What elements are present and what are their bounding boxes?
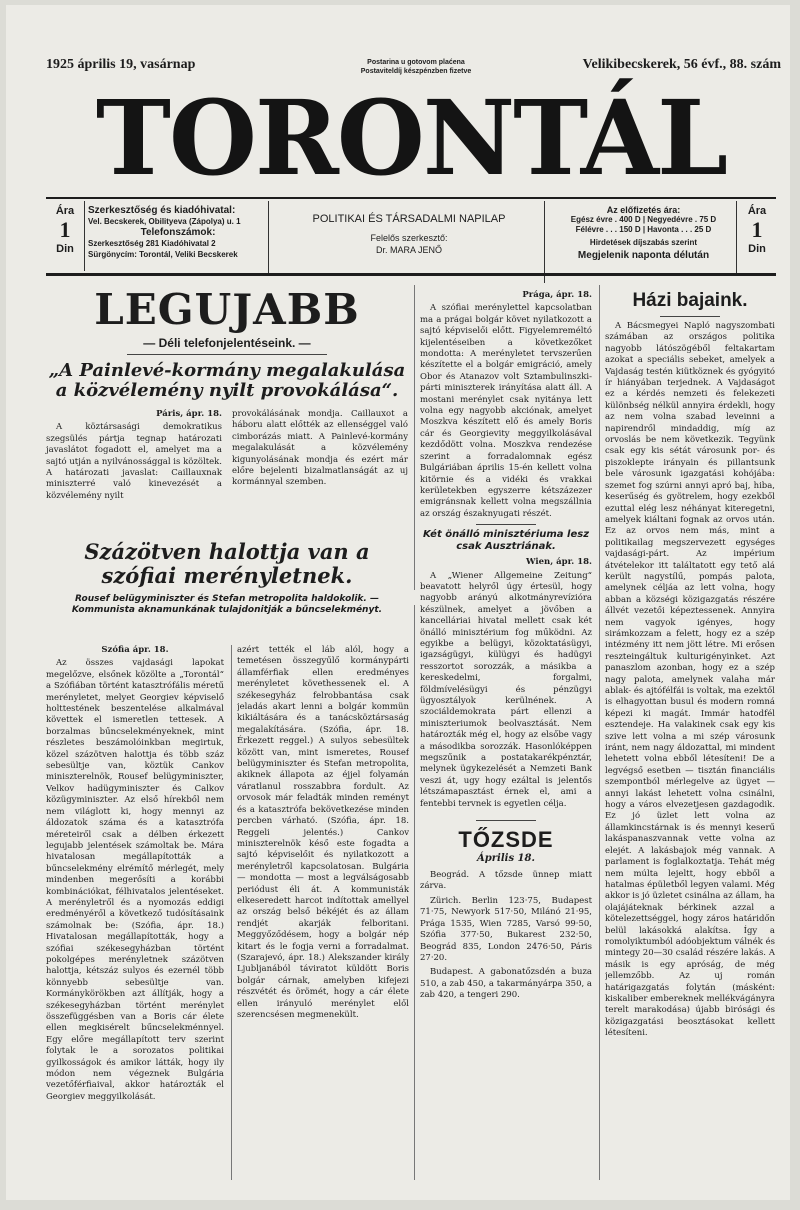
legujabb-title: LEGUJABB <box>94 285 360 334</box>
ads-note: Hirdetések díjszabás szerint <box>589 238 698 247</box>
wien-dateline: Wien, ápr. 18. <box>526 557 592 568</box>
middle-column <box>420 290 592 1185</box>
column-rule-1 <box>414 285 415 590</box>
newspaper-page <box>6 5 790 1200</box>
middle-rule-1 <box>476 524 536 525</box>
praga-text: A szófiai merénylettel kapcsolatban ma a prágai bolgár követ nyilatkozott a sajtó képviselői előtt. Figyelemreméltó kijelentéseiben a következőket mondotta: A merényletet tervszerűen készítette el a bolgár emigráció, amely Obor és Atanazov volt Sztambulinszki-párti miniszterek irányítása alatt áll. A mostani merénylet csak nyitánya lett volna egy nagyobb akciónak, amelyet Moszkva készített elő és amely Boris cár és Georgievity meggyilkolásával kezdődött volna. Moszkva rendezése szerint a forradalomnak egész Bulgáriában április 15-én kellett volna kitörnie és a vidéki és vrakkai kerületekben egyszerre kétszázezer emigránsnak kellett volna megszállnia az ország északnyugati részét. <box>420 303 592 519</box>
painleve-headline: „A Painlevé-kormány megalakulása a közvélemény nyilt provokálása“. <box>48 360 406 401</box>
price-label: Ára <box>55 205 75 217</box>
legujabb-rule <box>127 354 327 355</box>
price-value-right: 1 <box>751 217 763 242</box>
tozsde-subtitle: Április 18. <box>477 853 535 865</box>
szazotven-col-left <box>46 645 224 1185</box>
hazi-text: A Bácsmegyei Napló nagyszombati számában az országos politika nagyobb látószögéből feltakartam azokat a speciális sebeket, amelyek a Vajdaság testén kiütköznek és gyógyitó ír hiányában terjednek. A Vajdaságot ez a kérdés nemzeti és felekezeti különbség nélkül annyira érdekli, hogy az nem volna szabad leveinni a napirendről mindaddig, míg az orvoslás be nem következik. Tegyünk csak egy kis sétát városunk por- és piszoklepte irányain és pillantsunk bele városunk igazgatási kohójába: szemet fog szúrni annyi apró baj, hiba, keserűség és gyötrelem, hogy ezekből ezuttal elég lesz néhányat kiteregetni, amelyek kiáltani fognak az orvos után. Ez az orvos nem más, mint a politikailag megszervezett egységes vajdasági-párt. Az impérium átvételekor itt találtatott egy tető alá került nagystílű, pompás palota, amelynek céljáa az lett volna, hogy abban a községi közigazgatás részére állvét vezetői képeztessenek. Annyira nem vagyok igényes, hogy sirámkozzam a felett, hogy ez a szép intézmény itt nem jött létre. Mi erősen reszteingáltuk kulturigényinket. Azt panaszlom azonban, hogy ez a szép nagy palota, amelynek valaha már ablak- és ajtófélfái is voltak, ma ezektől is elhagyottan busul és modern romná képezi ki magát. Immár hatodfél esztendeje. Ha valakinek csak egy kis szive lett volna a mi szép városunk iránt, nem nagy áldozattal, mi mindent lehetett volna ebből létesíteni! De a legvégső esetben — tisztán financiális szempontból mérlegelve az ügyet — annyi lakást lehetett volna csinálni, hogy a város elvezetjesen gazdagodik. Ez jó üzlet lett volna az államkincstárnak is és mennyi keserű lakáspanaszvannak vette volna az elejét. A lakásbajok még vannak. A parlament is foglalkoztatja. Tehát még nem múlta lejeltt, hogy ebből a hatalmas épületből legyen valami. Még akkor is jó üzletet csinálna az állam, ha olajájáteknak bérkinek azzal a kötelezettséggel, hogy záros határidőn belül lakásokká alakítsa. Így a romolyiktumból adóobjektum válnék és mintegy 20—30 család részére lakás. A másik is egy apróság, de még jellemzőbb. Az uj román határigazgatás folytán (másként: kiskaliber embereknek mellékvágányra terelt marakodása) újabb birósági és közigazgatási beosztásokat kellett létesíteni. <box>605 321 775 1039</box>
phones: Szerkesztőség 281 Kiadóhivatal 2 <box>88 239 216 248</box>
office-title: Szerkesztőség és kiadóhivatal: <box>88 205 236 216</box>
painleve-col-right <box>232 409 408 505</box>
issue-place: Velikibecskerek, 56 évf., 88. szám <box>582 57 781 72</box>
postal-note <box>336 58 496 76</box>
telegram: Sürgönycím: Torontál, Veliki Becskerek <box>88 250 238 259</box>
tozsde-zurich: Zürich. Berlin 123·75, Budapest 71·75, Newyork 517·50, Milánó 21·95, Prága 1535, Wien 7285, Varsó 99·50, Szófia 377·50, Bukarest 232·50, Beográd 835, London 2476·50, Páris 27·20. <box>420 895 592 963</box>
tozsde-title: TŐZSDE <box>458 827 554 853</box>
price-unit-right: Din <box>748 243 766 255</box>
hazi-column <box>605 290 775 1180</box>
szazotven-text-left: Az összes vajdasági lapokat megelőzve, elsőnek közölte a „Torontál“ a Szófiában történt katasztrófális méretű merényletet, melyet Georgiev képviselő holttestének beszentelése alkalmával követtek el ismeretlen tettesek. A borzalmas bűncselekményeknek, mint részletes beszámolóinkban megirtuk, közel százötven halottja és több száz sebesültje van, köztük Cankov miniszterelnök, Rousef belügyminiszter, Velkov hadügyminiszter és Calkov közügyminiszter. Az első hírekből nem nem világlott ki, hogy mennyi az áldozatok száma és a katasztrófa méreteiről csak a délben érkezett legujabb jelentések számoltak be. Mára hivatalosan megállapították a bűncselekmény elrémítő mérlegét, mely mindenben megerősíti a korábbi kombinációkat, félhivatalos jelentéseket. A merényletről és a nyomozás eddigi eredményéről a következő tudósításaink számolnak be: (Szófia, ápr. 18.) Hivatalosan megállapították, hogy a szófiai székesegyházban történt pokolgépes merényletnek százötven halottja, kétszáz sulyos és ezernél több könnyebb sebesültje van. Kormánykörökben azt állítják, hogy a székesegyházban történt merénylet összefüggésben van a Boris cár élete ellen megkisérelt bűncselekménnyel. Egy előre megállapított terv szerint folytak le a sorozatos politikai gyilkosságok és amikor látták, hogy ily módon nem végeznek Bulgária vezetőférfiaival, akkor határozták el Georgiev meggyilkolását. <box>46 658 224 1102</box>
szazotven-heading-block <box>46 540 408 616</box>
szazotven-subtitle: Rousef belügyminiszter és Stefan metropolita haldokolik. — Kommunista aknamunkának tulajdonitják a bűncselekményt. <box>71 594 383 615</box>
ausztria-text: A „Wiener Allgemeine Zeitung“ beavatott helyről úgy értesül, hogy nagyobb arányú alkotmányrevízióra készülnek, amelyet a jövőben a kancelláriai hivatal mellett csak két önálló minisztérium fog működni. Az egyikbe a belügyi, közoktatásügyi, igazságügyi, külügyi és hadügyi resszortot sorozzák, a másikba a kereskedelmi, forgalmi, földmívelésügyi és pénzügyi ügyosztályok kerülnének. A szociáldemokrata párt ellenzi a miniszteriumok beolvasztását. Nem határozták még el, hogy az elsőbe vagy a másodikba sorozzák. Hasonlóképpen megszűnik a postatakarékpénztár, melynek ügykezelését a Nemzeti Bank veszi át, ugy hogy ezáltal is jelentős létszámapasztást érnek el, ami a fentebbi tervnek is egyetlen célja. <box>420 570 592 809</box>
praga-dateline: Prága, ápr. 18. <box>522 290 592 300</box>
postal-line-1: Postarina u gotovom plaćena <box>367 59 465 66</box>
info-bar <box>46 201 776 271</box>
masthead-rule <box>46 197 776 199</box>
subs-title: Az előfizetés ára: <box>606 205 681 215</box>
office-info <box>88 201 269 275</box>
szazotven-dateline: Szófia ápr. 18. <box>101 645 169 655</box>
legujabb-subtitle: — Déli telefonjelentéseink. — <box>143 336 311 350</box>
editor-name: Dr. MARA JENŐ <box>375 245 442 255</box>
price-unit: Din <box>56 243 74 255</box>
painleve-text-left: A köztársasági demokratikus szegsülés pártja tegnap határozati javaslátot fogadott el, amelyet ma a sajtó utján a nyilvánossággal is közöltek. A határozati javaslat: Caillauxnak miniszterré való kinevezését a közvélemény nyilt <box>46 422 222 501</box>
hazi-rule <box>660 316 720 317</box>
price-box-right <box>738 201 776 271</box>
painleve-col-left <box>46 409 222 505</box>
postal-line-2: Postaviteldíj készpénzben fizetve <box>360 68 472 75</box>
price-box-left <box>46 201 85 271</box>
subs-line-2: Félévre . . . 150 D | Havonta . . . 25 D <box>575 225 712 234</box>
hazi-title: Házi bajaink. <box>632 290 748 311</box>
tozsde-budapest: Budapest. A gabonatőzsdén a buza 510, a zab 450, a takarmányárpa 350, a zab 420, a tengeri 290. <box>420 967 592 1001</box>
szazotven-text-middle: azért tették el láb alól, hogy a temetésen összegyűlő kormánypárti államférfiak ellen eredményes merényletet követhessenek el. A székesegyház felrobbantása csak jeladás akart lenni a bolgár kommün kikiáltására és a tanácsköztársaság megalakítására. (Szófia, ápr. 18. Érkezett reggel.) A sulyos sebesültek között van, mint ismeretes, Rousef belügyminiszter és Stefan metropolita, akiknek állapota az éjjel folyamán váratlanul rosszabbra fordult. Az orvosok már feladták minden reményt és a katasztrófa bekövetkezése minden percben várható. (Szófia, ápr. 18. Reggeli jelentés.) Cankov miniszterelnök késő este fogadta a sajtó képviselőit és nyilatkozott a merényletről kapcsolatosan. Bulgária — mondotta — most a legválságosabb periódust éli át. A kommunisták elkeseredett harcot indítottak amellyel az ország belső békéjét és az állam rendjét akarják felboritani. Meggyőződésem, hogy a bolgár nép kitart és le fogja verni a forradalmat. (Szarajevó, ápr. 18.) Alekszander király Ljubljanából táviratot küldött Boris bolgár cárnak, amelyben kifejezi részvétét és örömét, hogy a cár élete ellen irányuló merénylet elől szerencsésen megmenekült. <box>237 645 409 1020</box>
header-top-line <box>46 57 781 79</box>
subs-line-1: Egész évre . 400 D | Negyedévre . 75 D <box>570 215 717 224</box>
tozsde-beograd: Beográd. A tőzsde ünnep miatt zárva. <box>420 870 592 892</box>
legujabb-article <box>46 285 408 505</box>
office-address: Vel. Becskerek, Obilityeva (Zápolya) u. 1 <box>88 217 241 226</box>
szazotven-title: Százötven halottja van a szófiai merényletnek. <box>84 539 370 588</box>
phones-title: Telefonszámok: <box>140 227 216 238</box>
price-value: 1 <box>59 217 71 242</box>
middle-rule-2 <box>476 820 536 821</box>
appears-note: Megjelenik naponta délután <box>577 250 710 261</box>
painleve-dateline: Páris, ápr. 18. <box>156 409 222 419</box>
column-rule-3 <box>231 645 232 1180</box>
editor-label: Felelős szerkesztő: <box>370 233 448 243</box>
masthead-title: TORONTÁL <box>95 78 727 199</box>
paper-subtitle: POLITIKAI ÉS TÁRSADALMI NAPILAP <box>312 213 506 225</box>
szazotven-col-middle <box>237 645 409 1185</box>
paper-subtitle-box <box>274 201 545 283</box>
column-rule-2 <box>599 285 600 1180</box>
price-label-right: Ára <box>747 205 767 217</box>
ausztria-title: Két önálló minisztériuma lesz csak Ausztriának. <box>422 529 590 553</box>
subscription-info <box>551 201 737 275</box>
infobar-rule <box>46 273 776 276</box>
column-rule-4 <box>414 605 415 1180</box>
painleve-text-right: provokálásának mondja. Caillauxot a háboru alatt előtték az ellenséggel való cimborázás miatt. A Painlevé-kormány megalakulását a közvélemény kigunyolásának mondja és ezért már előre bejelenti bizalmatlanságát az uj kormánnyal szemben. <box>232 409 408 488</box>
issue-date: 1925 április 19, vasárnap <box>46 57 196 72</box>
